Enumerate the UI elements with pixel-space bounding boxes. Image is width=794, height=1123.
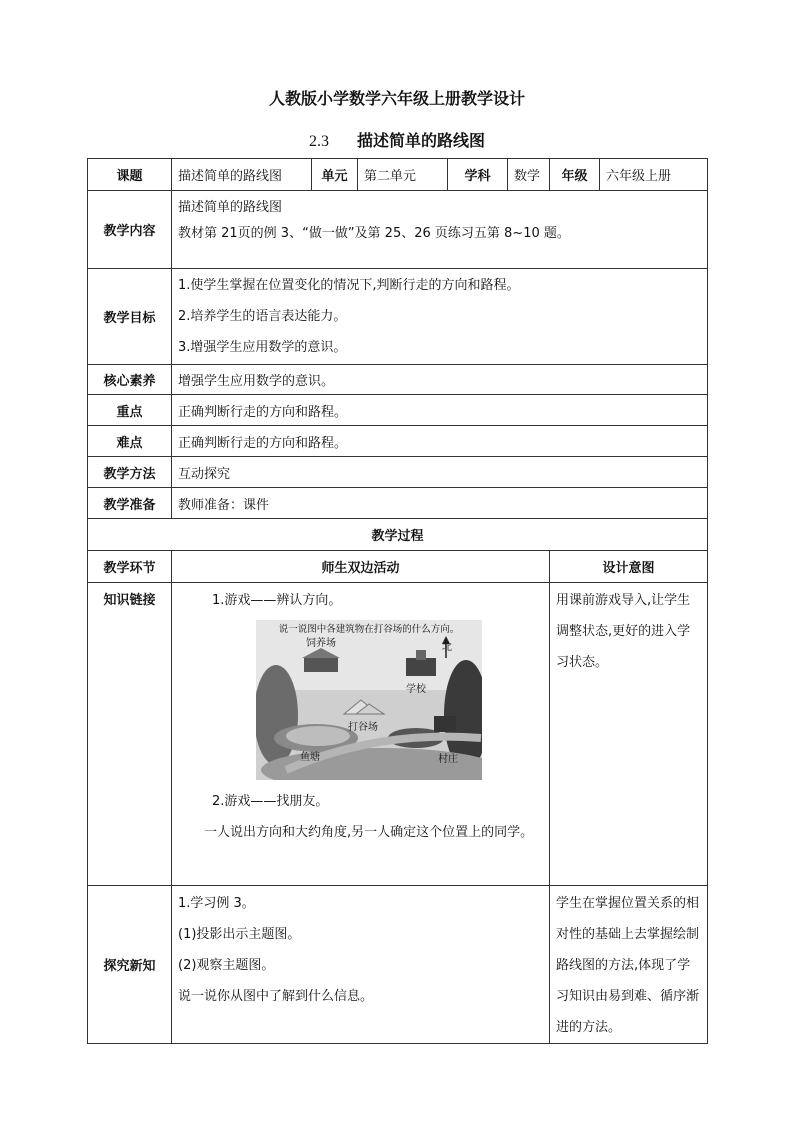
- content-label: 教学内容: [88, 191, 172, 269]
- map-caption: 说一说图中各建筑物在打谷场的什么方向。: [278, 624, 460, 635]
- prep-row: [88, 488, 708, 519]
- lesson-plan-table: [87, 158, 708, 1044]
- section-number: 2.3: [308, 133, 329, 150]
- content-row: [88, 191, 708, 269]
- grade-value: 六年级上册: [600, 159, 708, 191]
- topic-value: 描述简单的路线图: [172, 159, 312, 191]
- direction-map-image: [256, 620, 482, 780]
- stage2-intent: 学生在掌握位置关系的相对性的基础上去掌握绘制路线图的方法,体现了学习知识由易到难、循序渐进的方法。: [556, 896, 700, 1035]
- map-label-farm: 饲养场: [306, 638, 336, 649]
- info-row: [88, 159, 708, 191]
- stage-explore-row: [88, 886, 708, 1044]
- goals-label: 教学目标: [88, 269, 172, 365]
- prep-value: 教师准备：课件: [172, 488, 708, 519]
- content-line-2: 教材第 21页的例 3、“做一做”及第 25、26 页练习五第 8~10 题。: [178, 226, 570, 241]
- key-row: [88, 395, 708, 426]
- map-label-threshing: 打谷场: [348, 722, 378, 733]
- stage2-line-2: (1)投影出示主题图。: [178, 927, 301, 942]
- key-label: 重点: [88, 395, 172, 426]
- map-label-pond: 鱼塘: [300, 752, 320, 763]
- method-label: 教学方法: [88, 457, 172, 488]
- process-columns-row: [88, 551, 708, 583]
- stage-knowledge-row: [88, 583, 708, 886]
- core-value: 增强学生应用数学的意识。: [172, 365, 708, 395]
- goal-3: 3.增强学生应用数学的意识。: [178, 340, 347, 355]
- section-heading: [0, 128, 794, 151]
- document-title: 人教版小学数学六年级上册教学设计: [268, 89, 525, 108]
- topic-label: 课题: [88, 159, 172, 191]
- col-activity-label: 师生双边活动: [172, 551, 550, 583]
- stage1-label: 知识链接: [88, 583, 172, 886]
- unit-label: 单元: [312, 159, 358, 191]
- game2-text: 2.游戏——找朋友。: [212, 794, 329, 809]
- difficulty-row: [88, 426, 708, 457]
- goal-1: 1.使学生掌握在位置变化的情况下,判断行走的方向和路程。: [178, 278, 520, 293]
- stage2-line-1: 1.学习例 3。: [178, 896, 255, 911]
- map-label-school: 学校: [406, 684, 426, 695]
- stage1-intent: 用课前游戏导入,让学生调整状态,更好的进入学习状态。: [556, 593, 691, 670]
- method-row: [88, 457, 708, 488]
- difficulty-value: 正确判断行走的方向和路程。: [172, 426, 708, 457]
- col-stage-label: 教学环节: [88, 551, 172, 583]
- process-header: 教学过程: [88, 519, 708, 551]
- game2-description: 一人说出方向和大约角度,另一人确定这个位置上的同学。: [204, 825, 534, 840]
- goal-2: 2.培养学生的语言表达能力。: [178, 309, 347, 324]
- process-header-row: [88, 519, 708, 551]
- key-value: 正确判断行走的方向和路程。: [172, 395, 708, 426]
- map-label-north: 北: [442, 642, 452, 653]
- col-intent-label: 设计意图: [550, 551, 708, 583]
- core-label: 核心素养: [88, 365, 172, 395]
- stage2-label: 探究新知: [88, 886, 172, 1044]
- goals-row: [88, 269, 708, 365]
- prep-label: 教学准备: [88, 488, 172, 519]
- section-title: 描述简单的路线图: [356, 131, 485, 150]
- unit-value: 第二单元: [358, 159, 448, 191]
- grade-label: 年级: [550, 159, 600, 191]
- map-label-village: 村庄: [438, 754, 458, 765]
- subject-value: 数学: [508, 159, 550, 191]
- difficulty-label: 难点: [88, 426, 172, 457]
- method-value: 互动探究: [172, 457, 708, 488]
- stage2-line-4: 说一说你从图中了解到什么信息。: [178, 989, 374, 1004]
- subject-label: 学科: [448, 159, 508, 191]
- game1-text: 1.游戏——辨认方向。: [212, 593, 342, 608]
- stage2-line-3: (2)观察主题图。: [178, 958, 275, 973]
- core-row: [88, 365, 708, 395]
- content-line-1: 描述简单的路线图: [178, 200, 283, 215]
